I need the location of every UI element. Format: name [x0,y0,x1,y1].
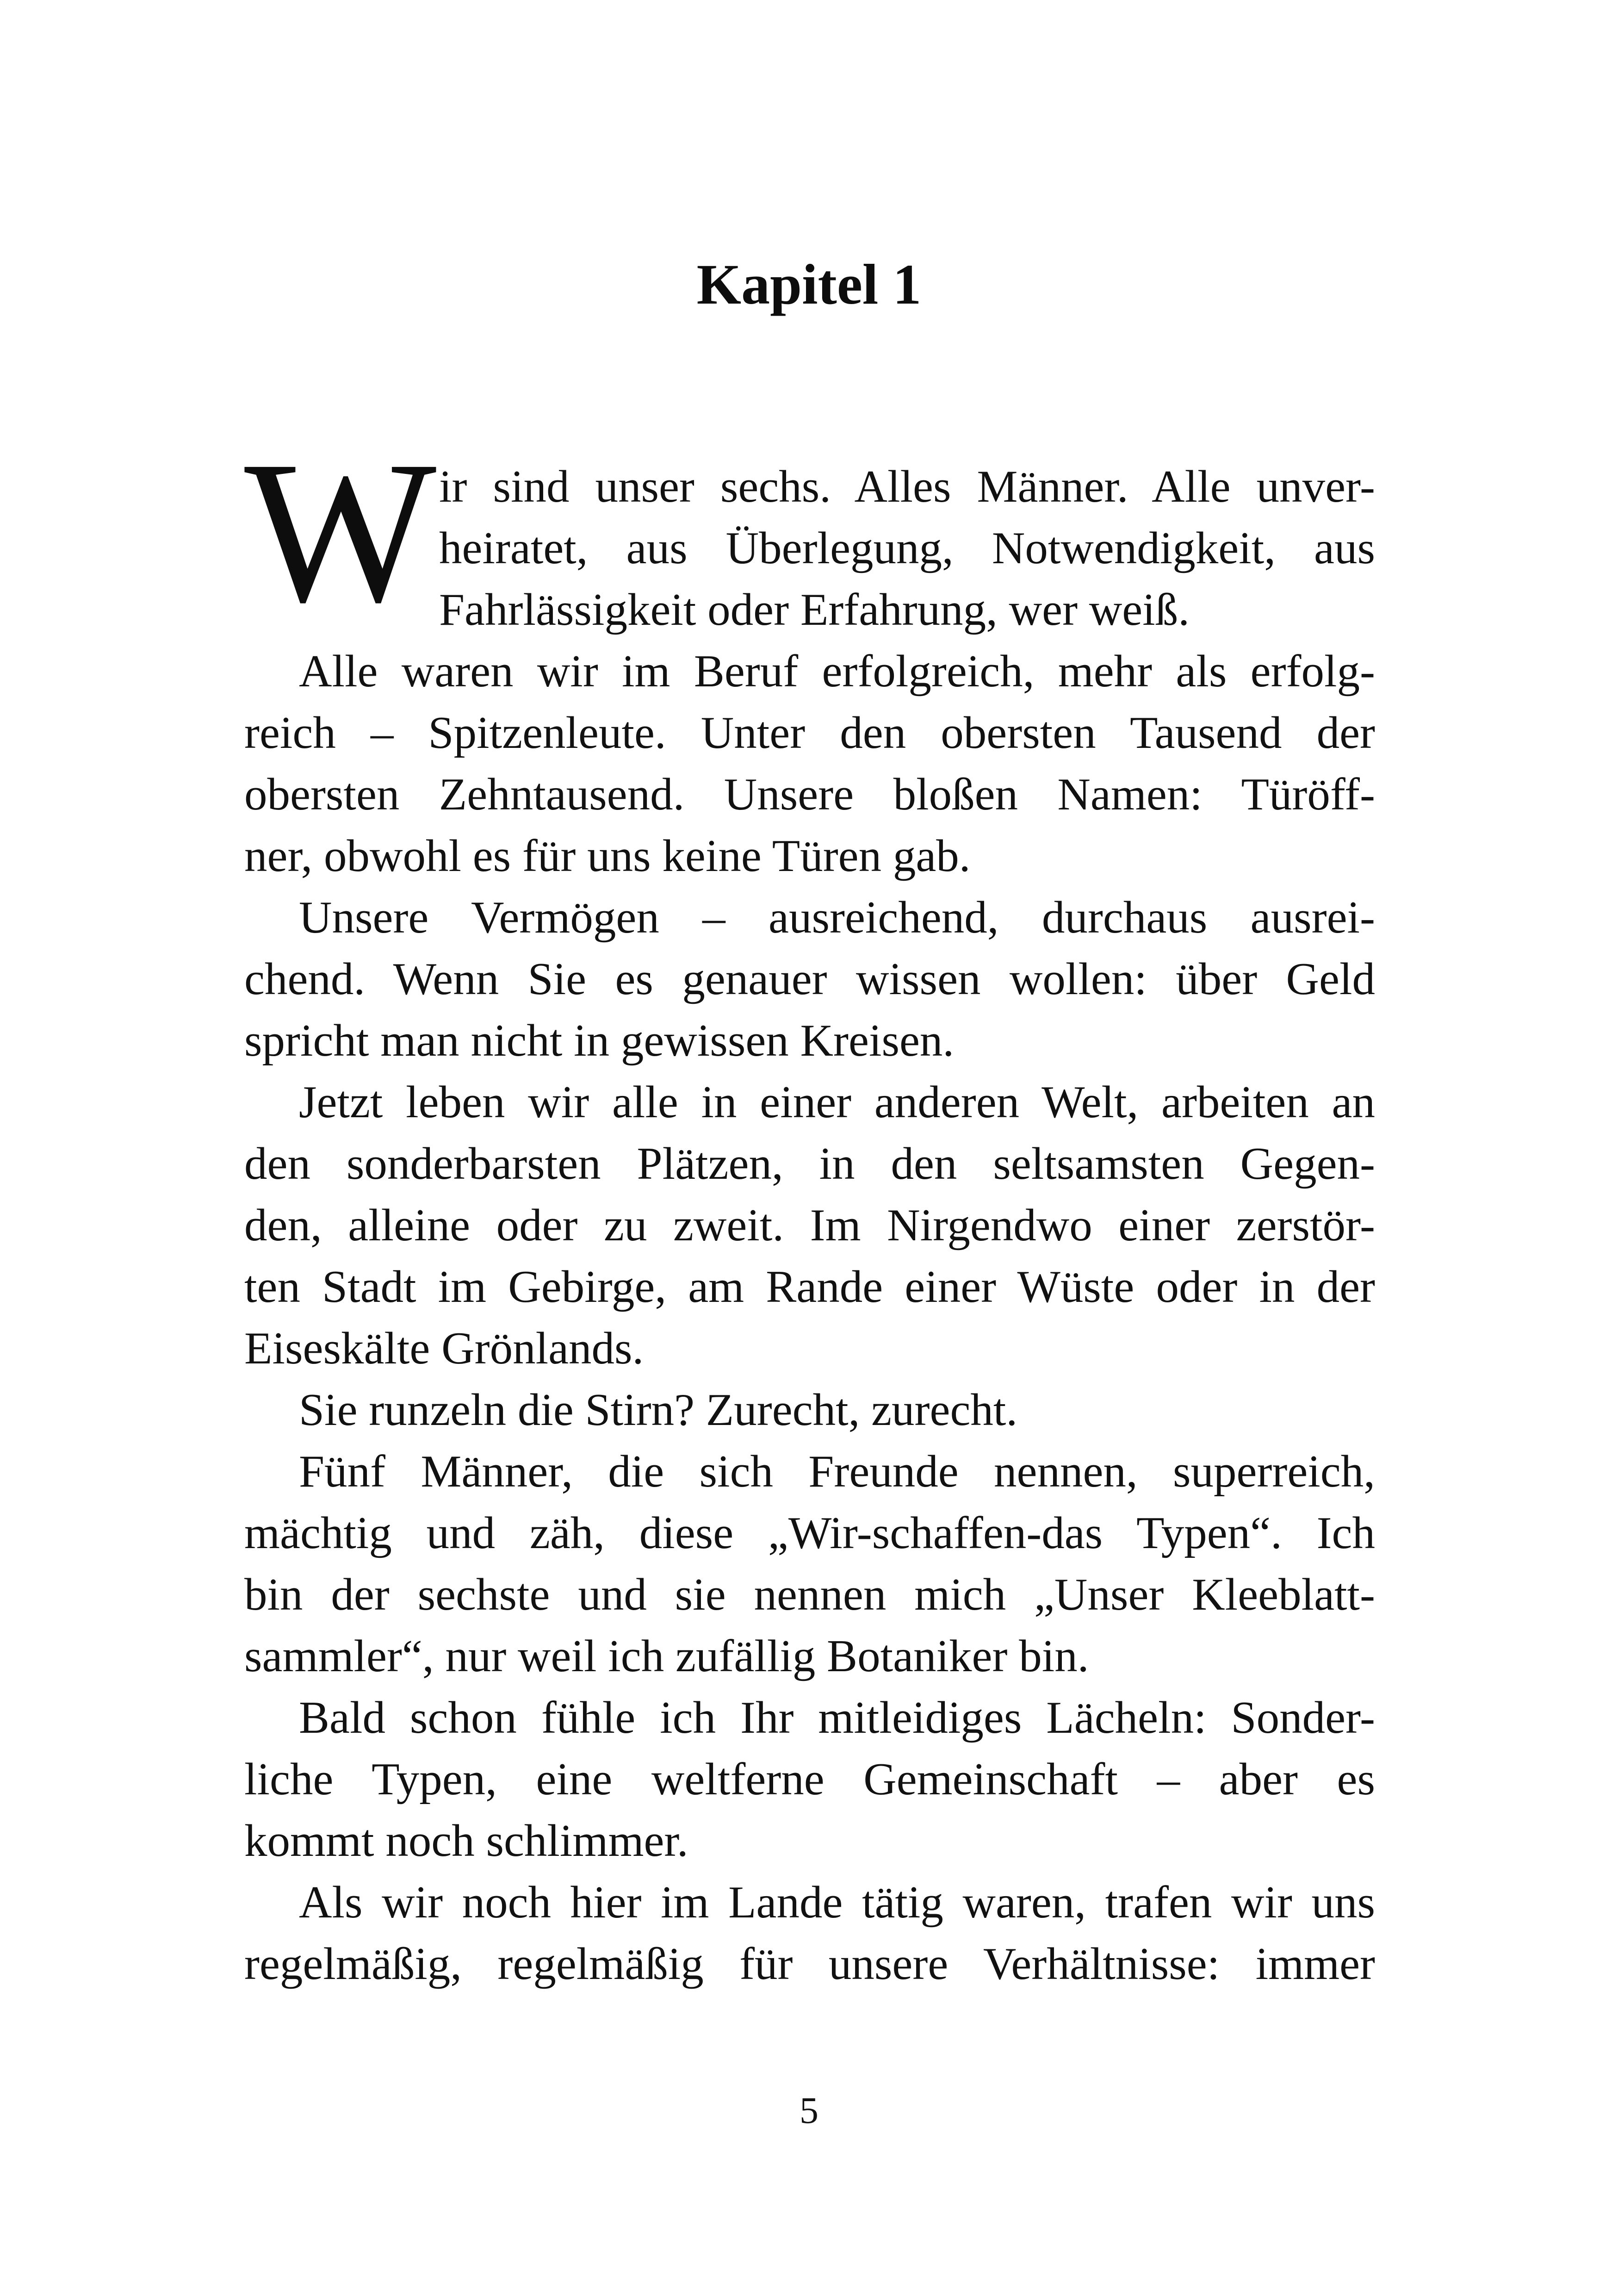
text-line: Unsere Vermögen – ausreichend, durchaus ausrei- [299,892,1375,943]
text-line: den sonderbarsten Plätzen, in den seltsamsten Gegen- [244,1139,1375,1189]
text-line: den, alleine oder zu zweit. Im Nirgendwo einer zerstör- [244,1200,1375,1251]
text-line: Jetzt leben wir alle in einer anderen Welt, arbeiten an [299,1077,1375,1127]
text-line: ten Stadt im Gebirge, am Rande einer Wüste oder in der [244,1262,1375,1312]
text-line: ner, obwohl es für uns keine Türen gab. [244,831,971,881]
text-line: obersten Zehntausend. Unsere bloßen Namen: Türöff- [244,769,1375,820]
text-line: Eiseskälte Grönlands. [244,1323,644,1374]
text-line: mächtig und zäh, diese „Wir-schaffen-das Typen“. Ich [244,1508,1375,1558]
text-line: spricht man nicht in gewissen Kreisen. [244,1015,955,1066]
body-text [244,456,1375,1995]
text-line: Fünf Männer, die sich Freunde nennen, superreich, [299,1446,1375,1497]
text-line: reich – Spitzenleute. Unter den obersten Tausend der [244,708,1375,758]
text-line: regelmäßig, regelmäßig für unsere Verhältnisse: immer [244,1939,1375,1989]
text-line: liche Typen, eine weltferne Gemeinschaft – aber es [244,1754,1375,1804]
text-line: chend. Wenn Sie es genauer wissen wollen: über Geld [244,954,1375,1004]
text-line: kommt noch schlimmer. [244,1816,688,1866]
chapter-title: Kapitel 1 [696,253,922,316]
text-line: Fahrlässigkeit oder Erfahrung, wer weiß. [439,585,1190,635]
drop-cap: W [244,419,437,645]
text-line: Alle waren wir im Beruf erfolgreich, mehr als erfolg- [299,646,1375,697]
page-number: 5 [800,2089,818,2131]
text-line: Bald schon fühle ich Ihr mitleidiges Lächeln: Sonder- [299,1692,1375,1743]
text-line: sammler“, nur weil ich zufällig Botaniker bin. [244,1631,1089,1681]
text-line: Sie runzeln die Stirn? Zurecht, zurecht. [299,1385,1018,1435]
text-line: Als wir noch hier im Lande tätig waren, trafen wir uns [299,1877,1375,1928]
text-line: ir sind unser sechs. Alles Männer. Alle unver- [439,461,1375,512]
text-line: heiratet, aus Überlegung, Notwendigkeit, aus [439,523,1375,573]
text-line: bin der sechste und sie nennen mich „Unser Kleeblatt- [244,1569,1375,1620]
